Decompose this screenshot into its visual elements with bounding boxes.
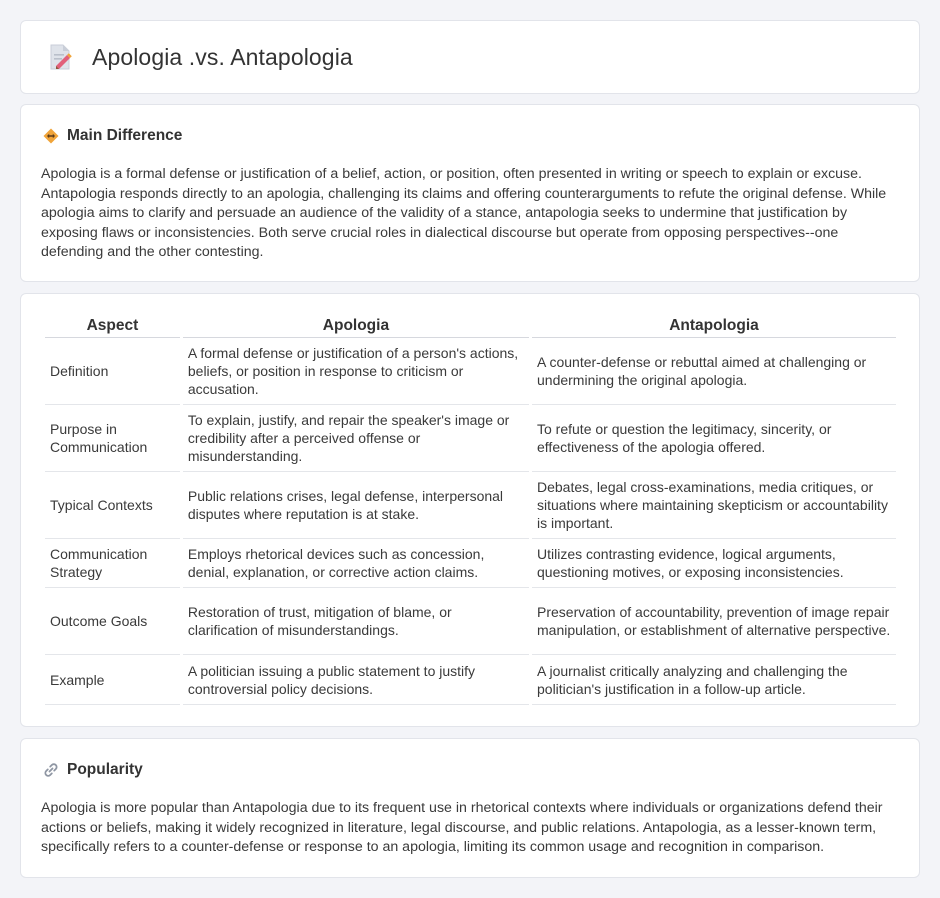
main-difference-header: [43, 127, 182, 145]
aspect-cell: Example: [45, 655, 180, 705]
title-wrap: [47, 43, 353, 71]
apologia-cell: A formal defense or justification of a person's actions, beliefs, or position in response to criticism or accusation.: [183, 338, 529, 405]
main-difference-text: Apologia is a formal defense or justification of a belief, action, or position, often presented in writing or speech to explain or excuse. Antapologia responds directly to an apologia, challenging its claims and offering counterarguments to refute the original defense. While apologia aims to clarify and persuade an audience of the validity of a stance, antapologia seeks to undermine that justification by exposing flaws or inconsistencies. Both serve crucial roles in dialectical discourse but operate from opposing perspectives--one defending and the other contesting.: [41, 166, 887, 261]
antapologia-cell: A journalist critically analyzing and challenging the politician's justification in a follow-up article.: [532, 655, 896, 705]
aspect-cell: Outcome Goals: [45, 588, 180, 655]
page-title: Apologia .vs. Antapologia: [92, 43, 353, 70]
aspect-cell: Communication Strategy: [45, 539, 180, 588]
aspect-cell: Purpose in Communication: [45, 405, 180, 472]
popularity-text: Apologia is more popular than Antapologia due to its frequent use in rhetorical contexts where individuals or organizations defend their actions or beliefs, making it widely recognized in literature, legal discourse, and public relations. Antapologia, as a lesser-known term, specifically refers to a counter-defense or response to an apologia, limiting its common usage and recognition in comparison.: [41, 800, 883, 856]
header-aspect: Aspect: [45, 316, 180, 338]
comparison-table: [42, 316, 899, 705]
popularity-header: [43, 761, 143, 779]
antapologia-cell: Debates, legal cross-examinations, media critiques, or situations where maintaining skepticism or accountability is important.: [532, 472, 896, 539]
main-difference-title: Main Difference: [67, 127, 183, 144]
antapologia-cell: A counter-defense or rebuttal aimed at challenging or undermining the original apologia.: [532, 338, 896, 405]
table-row: [45, 539, 896, 588]
table-header-row: [45, 316, 896, 338]
table-row: [45, 338, 896, 405]
popularity-card: [20, 738, 920, 878]
antapologia-cell: To refute or question the legitimacy, sincerity, or effectiveness of the apologia offered.: [532, 405, 896, 472]
table-row: [45, 405, 896, 472]
document-pencil-icon: [47, 43, 73, 71]
apologia-cell: To explain, justify, and repair the speaker's image or credibility after a perceived offense or misunderstanding.: [183, 405, 529, 472]
link-icon: [43, 762, 59, 778]
apologia-cell: Public relations crises, legal defense, interpersonal disputes where reputation is at stake.: [183, 472, 529, 539]
apologia-cell: Restoration of trust, mitigation of blame, or clarification of misunderstandings.: [183, 588, 529, 655]
apologia-cell: A politician issuing a public statement to justify controversial policy decisions.: [183, 655, 529, 705]
table-row: [45, 588, 896, 655]
title-card: [20, 20, 920, 94]
header-antapologia: Antapologia: [532, 316, 896, 338]
aspect-cell: Definition: [45, 338, 180, 405]
apologia-cell: Employs rhetorical devices such as concession, denial, explanation, or corrective action claims.: [183, 539, 529, 588]
header-apologia: Apologia: [183, 316, 529, 338]
antapologia-cell: Utilizes contrasting evidence, logical arguments, questioning motives, or exposing inconsistencies.: [532, 539, 896, 588]
main-difference-card: [20, 104, 920, 282]
diamond-arrows-icon: [43, 128, 59, 144]
antapologia-cell: Preservation of accountability, prevention of image repair manipulation, or establishment of alternative perspective.: [532, 588, 896, 655]
aspect-cell: Typical Contexts: [45, 472, 180, 539]
table-row: [45, 472, 896, 539]
table-row: [45, 655, 896, 705]
comparison-card: [20, 293, 920, 727]
popularity-title: Popularity: [67, 761, 143, 778]
